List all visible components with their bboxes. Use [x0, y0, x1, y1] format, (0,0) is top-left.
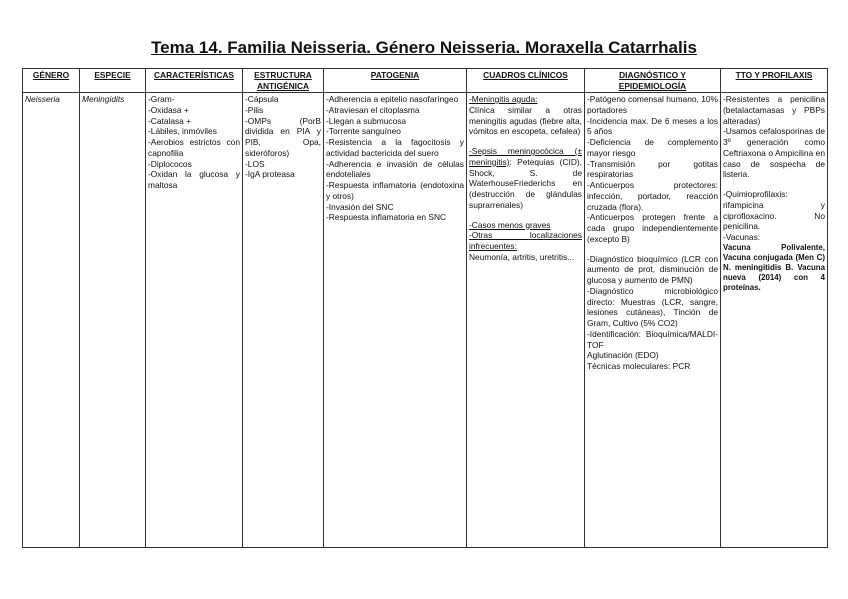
cell-patogenia: [324, 93, 467, 548]
list-item: -Adherencia e invasión de células endoteliales: [326, 158, 464, 180]
list-item: -Llegan a submucosa: [326, 115, 407, 126]
list-item: -Incidencia max. De 6 meses a los 5 años: [587, 115, 718, 137]
list-item: -Deficiencia de complemento mayor riesgo: [587, 137, 718, 158]
cell-cuadros: [467, 93, 585, 548]
list-item: -Usamos cefalosporinas de 3º generación como Ceftriaxona o Ampicilina en caso de sospecha de listeria.: [723, 126, 825, 180]
sepsis-text: : Petequias (CID), Shock, S. de WaterhouseFriederichs en (destrucción de glándulas suprarrenales): [469, 156, 582, 210]
list-item: -Gram-: [148, 94, 175, 104]
list-item: -Atraviesan el citoplasma: [326, 104, 420, 115]
list-item: -Pilis: [245, 104, 264, 115]
list-item: -Oxidasa +: [148, 104, 189, 115]
list-item: -Adherencia a epitelio nasofaríngeo: [326, 94, 459, 104]
list-item: Técnicas moleculares: PCR: [587, 361, 691, 371]
list-item: -Lábiles, inmóviles: [148, 126, 217, 137]
header-caracteristicas: CARACTERÍSTICAS: [146, 69, 243, 93]
list-item: -Diagnóstico microbiológico directo: Muestras (LCR, sangre, lesiones cutáneas), Tinción de Gram, Cultivo (5% CO2): [587, 285, 718, 328]
cell-tto: [721, 93, 828, 548]
list-item: -Respuesta inflamatoria en SNC: [326, 212, 447, 223]
list-item: Aglutinación (EDO): [587, 350, 659, 361]
table-row: [23, 93, 828, 548]
page-title: Tema 14. Familia Neisseria. Género Neisseria. Moraxella Catarrhalis: [151, 38, 697, 57]
casos-menos-graves: -Casos menos graves: [469, 219, 551, 230]
cell-diagnostico: [585, 93, 721, 548]
list-item: -IgA proteasa: [245, 169, 295, 180]
list-item: -Invasión del SNC: [326, 201, 394, 212]
cell-especie: Meningidits: [80, 93, 146, 548]
cell-caracteristicas: [146, 93, 243, 548]
header-patogenia: PATOGENIA: [324, 69, 467, 93]
header-especie: ESPECIE: [80, 69, 146, 93]
list-item: -Respuesta inflamatoria (endotoxina y otros): [326, 180, 464, 201]
list-item: -Identificación: Bioquímica/MALDI-TOF: [587, 328, 718, 350]
list-item: -Diagnóstico bioquímico (LCR con aumento de prot, disminución de glucosa y aumento de PMN): [587, 253, 718, 285]
list-item: -Catalasa +: [148, 115, 192, 126]
header-diagnostico: DIAGNÓSTICO Y EPIDEMIOLOGÍA: [585, 69, 721, 93]
sepsis-title: -Sepsis meningocócica (± meningitis): [469, 146, 582, 167]
list-item: -Cápsula: [245, 94, 279, 104]
header-cuadros: CUADROS CLÍNICOS: [467, 69, 585, 93]
list-item: -Quimioprofilaxis: rifampicina y ciprofloxacino. No penicilina.: [723, 189, 825, 232]
vacunas-text: Vacuna Polivalente, Vacuna conjugada (Men C) N. meningitidis B. Vacuna nueva (2014) con 4 proteínas.: [723, 242, 825, 293]
header-row: [23, 69, 828, 93]
header-estructura: ESTRUCTURA ANTIGÉNICA: [243, 69, 324, 93]
cell-genero: Neisseria: [23, 93, 80, 548]
header-tto: TTO Y PROFILAXIS: [721, 69, 828, 93]
cell-estructura: [243, 93, 324, 548]
header-genero: GÉNERO: [23, 69, 80, 93]
otras-text: Neumonía, artritis, uretritis...: [469, 251, 575, 262]
list-item: -Anticuerpos protegen frente a cada grupo independientemente (excepto B): [587, 212, 718, 244]
list-item: -Vacunas:: [723, 232, 761, 242]
list-item: -Diplococos: [148, 158, 192, 169]
list-item: -Aerobios estrictos con capnofilia: [148, 137, 240, 158]
content-table: [22, 68, 828, 548]
meningitis-text: Clínica similar a otras meningitis agudas (fiebre alta, vómitos en escopeta, cefalea): [469, 104, 582, 137]
otras-localizaciones: -Otras localizaciones infrecuentes:: [469, 230, 582, 251]
list-item: -Transmisión por gotitas respiratorias: [587, 158, 718, 180]
list-item: -Torrente sanguíneo: [326, 126, 401, 137]
list-item: -OMPs (PorB dividida en PIA y PIB, Opa, sideróforos): [245, 115, 321, 158]
list-item: -Anticuerpos protectores: infección, portador, reacción cruzada (flora).: [587, 180, 718, 212]
list-item: -Resistentes a penicilina (betalactamasas y PBPs alteradas): [723, 94, 825, 126]
list-item: -LOS: [245, 158, 265, 169]
list-item: -Resistencia a la fagocitosis y actividad bactericida del suero: [326, 137, 464, 158]
list-item: -Patógeno comensal humano, 10% portadores: [587, 94, 718, 115]
meningitis-title: -Meningitis aguda:: [469, 94, 538, 104]
list-item: -Oxidan la glucosa y maltosa: [148, 169, 240, 190]
